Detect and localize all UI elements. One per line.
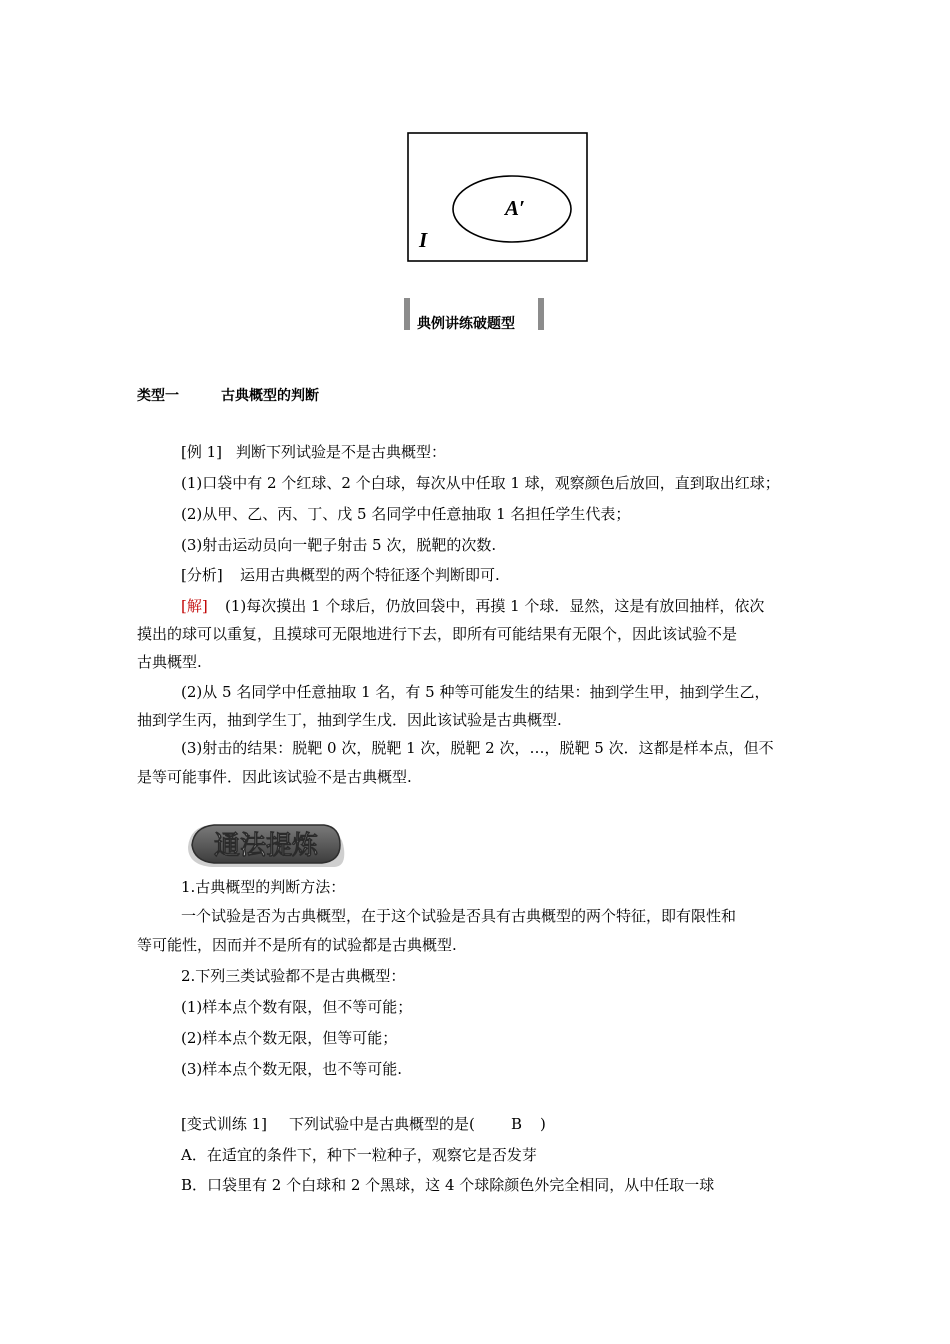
example-item: (1)口袋中有 2 个红球、2 个白球，每次从中任取 1 球，观察颜色后放回，直到取出红球；	[181, 474, 780, 492]
method-badge-text: 通法提炼	[213, 831, 319, 861]
summary-line: 1.古典概型的判断方法：	[181, 878, 346, 896]
example-item: (3)射击运动员向一靶子射击 5 次，脱靶的次数.	[181, 536, 497, 554]
universal-set-label: I	[419, 228, 428, 252]
exercise-close-paren: )	[540, 1115, 546, 1133]
summary-line: (1)样本点个数有限，但不等可能；	[181, 998, 413, 1016]
banner-bar-right	[538, 298, 544, 330]
summary-line: (3)样本点个数无限，也不等可能.	[181, 1060, 403, 1078]
analysis-tag: [分析]	[181, 566, 223, 584]
solution-line: 抽到学生丙，抽到学生丁，抽到学生戊．因此该试验是古典概型.	[137, 711, 562, 729]
solution-tag: [解]	[181, 597, 208, 615]
solution-line: 摸出的球可以重复，且摸球可无限地进行下去，即所有可能结果有无限个，因此该试验不是	[137, 625, 738, 643]
solution-line: 古典概型.	[137, 653, 202, 671]
example-item: (2)从甲、乙、丙、丁、戊 5 名同学中任意抽取 1 名担任学生代表；	[181, 505, 631, 523]
type-title: 古典概型的判断	[221, 388, 319, 404]
example-tag: [例 1]	[181, 443, 223, 461]
summary-line: (2)样本点个数无限，但等可能；	[181, 1029, 398, 1047]
summary-line: 2.下列三类试验都不是古典概型：	[181, 967, 406, 985]
solution-line: 是等可能事件．因此该试验不是古典概型.	[137, 768, 412, 786]
solution-line: (3)射击的结果：脱靶 0 次，脱靶 1 次，脱靶 2 次，…，脱靶 5 次．这都是样本点，但不	[181, 739, 774, 757]
exercise-option: B．口袋里有 2 个白球和 2 个黑球，这 4 个球除颜色外完全相同，从中任取一球	[181, 1176, 715, 1194]
solution-line: (2)从 5 名同学中任意抽取 1 名，有 5 种等可能发生的结果：抽到学生甲，抽到学生乙，	[181, 683, 770, 701]
method-badge	[184, 819, 348, 871]
banner-bar-left	[404, 298, 410, 330]
section-banner	[404, 298, 546, 332]
set-label: A′	[505, 196, 525, 220]
solution-line: (1)每次摸出 1 个球后，仍放回袋中，再摸 1 个球．显然，这是有放回抽样，依次	[225, 597, 765, 615]
analysis-text: 运用古典概型的两个特征逐个判断即可.	[240, 566, 500, 584]
exercise-answer: B	[511, 1115, 523, 1133]
summary-line: 一个试验是否为古典概型，在于这个试验是否具有古典概型的两个特征，即有限性和	[181, 907, 737, 925]
exercise-option: A．在适宜的条件下，种下一粒种子，观察它是否发芽	[181, 1146, 537, 1164]
type-label: 类型一	[137, 388, 179, 404]
summary-line: 等可能性，因而并不是所有的试验都是古典概型.	[137, 936, 457, 954]
exercise-tag: [变式训练 1]	[181, 1115, 268, 1133]
exercise-question: 下列试验中是古典概型的是(	[289, 1115, 475, 1133]
venn-diagram	[407, 132, 589, 264]
section-header: 典例讲练破题型	[417, 316, 515, 332]
example-question: 判断下列试验是不是古典概型：	[236, 443, 447, 461]
